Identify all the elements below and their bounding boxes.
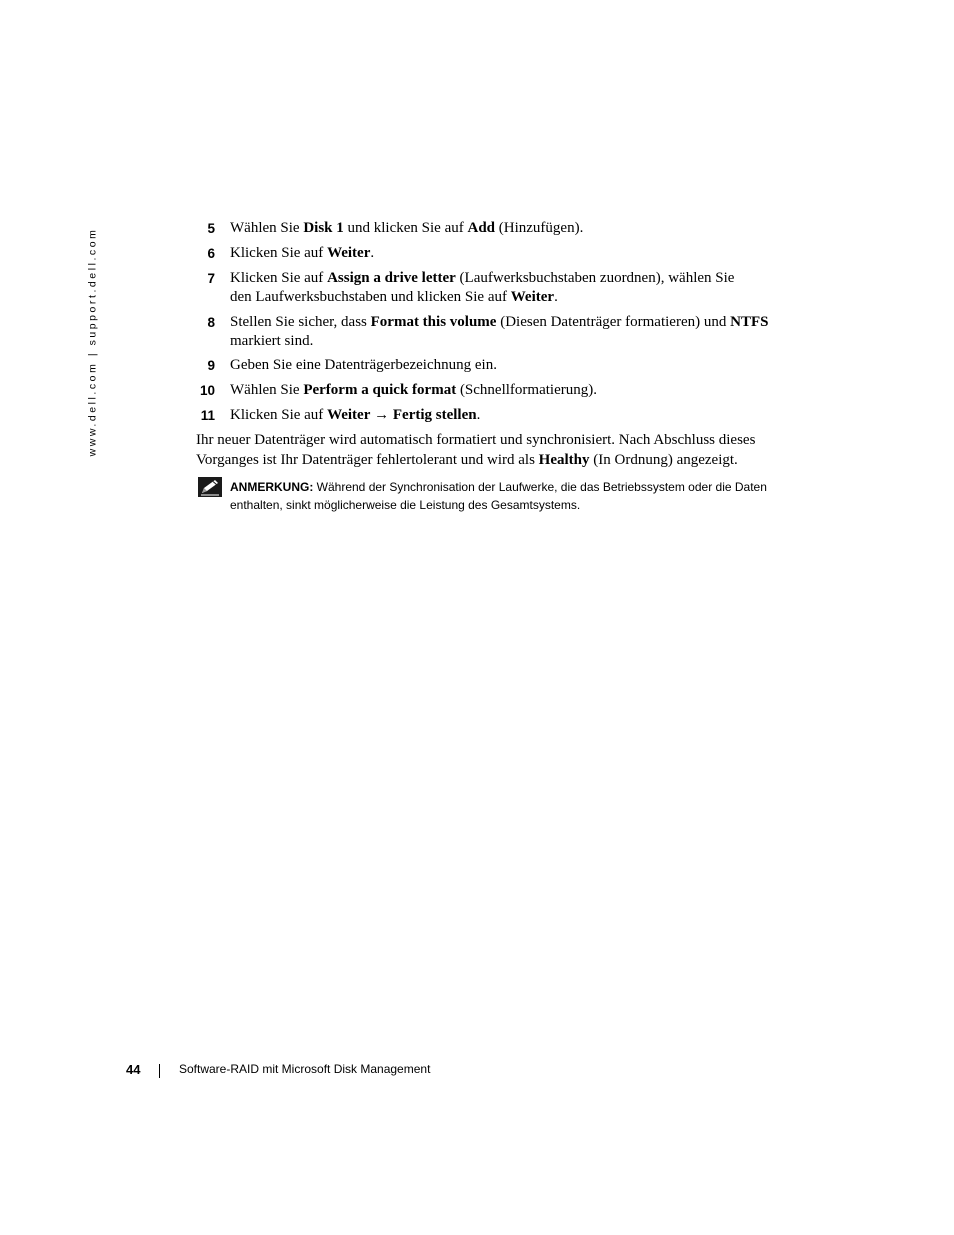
step-text <box>230 244 816 263</box>
step-text <box>230 269 816 307</box>
text-run: . <box>370 245 375 261</box>
text-run: Ihr neuer Datenträger wird automatisch formatiert und synchronisiert. Nach Abschluss dieses <box>196 432 756 448</box>
step-text <box>230 356 816 375</box>
text-run: Klicken Sie auf <box>230 270 328 286</box>
text-run: . <box>554 289 558 305</box>
text-run: markiert sind. <box>230 333 314 349</box>
text-run: (Diesen Datenträger formatieren) und <box>496 314 731 330</box>
note-text <box>230 479 810 514</box>
footer-separator <box>159 1064 160 1078</box>
text-run: Wählen Sie <box>230 382 304 398</box>
step-6 <box>196 244 816 263</box>
page-number: 44 <box>126 1062 141 1077</box>
bold-term: Weiter <box>510 289 555 305</box>
text-run: enthalten, sinkt möglicherweise die Leistung des Gesamtsystems. <box>230 497 581 512</box>
step-text <box>230 381 816 400</box>
text-run: Stellen Sie sicher, dass <box>230 314 371 330</box>
text-run: Vorganges ist Ihr Datenträger fehlertolerant und wird als <box>196 451 539 468</box>
side-url <box>85 224 99 460</box>
text-run: Während der Synchronisation der Laufwerke, die das Betriebssystem oder die Daten <box>313 480 767 494</box>
step-text <box>230 406 816 425</box>
bold-term: Weiter <box>327 245 371 261</box>
bold-term: Healthy <box>538 451 590 468</box>
step-text <box>230 219 816 238</box>
step-number: 9 <box>207 358 215 373</box>
step-9 <box>196 356 816 375</box>
bold-term: Fertig stellen <box>392 407 477 423</box>
step-number: 10 <box>199 383 215 398</box>
step-5 <box>196 219 816 238</box>
text-run: (Schnellformatierung). <box>456 382 597 398</box>
step-10 <box>196 381 816 400</box>
step-number: 11 <box>200 408 215 423</box>
text-run: Wählen Sie <box>230 220 304 236</box>
bold-term: Assign a drive letter <box>327 270 456 286</box>
text-run: (In Ordnung) angezeigt. <box>589 451 738 468</box>
step-text <box>230 313 816 351</box>
note-label: ANMERKUNG: <box>230 480 314 494</box>
side-url-text: www.dell.com | support.dell.com <box>86 227 98 457</box>
text-run: . <box>476 407 481 423</box>
text-run: Klicken Sie auf <box>230 407 328 423</box>
bold-term: Add <box>467 220 496 236</box>
text-run: (Laufwerksbuchstaben zuordnen), wählen Sie <box>455 270 735 286</box>
body-paragraph <box>196 431 796 470</box>
step-11 <box>196 406 816 425</box>
bold-term: NTFS <box>730 314 769 330</box>
pencil-note-icon <box>198 477 222 497</box>
step-number: 8 <box>207 315 215 330</box>
text-run: Klicken Sie auf <box>230 245 328 261</box>
step-8 <box>196 313 816 351</box>
text-run: Geben Sie eine Datenträgerbezeichnung ein. <box>230 357 497 373</box>
bold-term: Disk 1 <box>303 220 344 236</box>
footer-title: Software-RAID mit Microsoft Disk Management <box>179 1062 431 1076</box>
step-number: 5 <box>207 221 215 236</box>
text-run: den Laufwerksbuchstaben und klicken Sie auf <box>230 289 511 305</box>
text-run: und klicken Sie auf <box>343 220 468 236</box>
bold-term: Format this volume <box>370 314 497 330</box>
bold-term: Weiter <box>327 407 371 423</box>
text-run: → <box>370 407 393 423</box>
step-number: 7 <box>207 271 215 286</box>
bold-term: Perform a quick format <box>303 382 457 398</box>
step-number: 6 <box>207 246 215 261</box>
text-run: (Hinzufügen). <box>495 220 584 236</box>
step-7 <box>196 269 816 307</box>
